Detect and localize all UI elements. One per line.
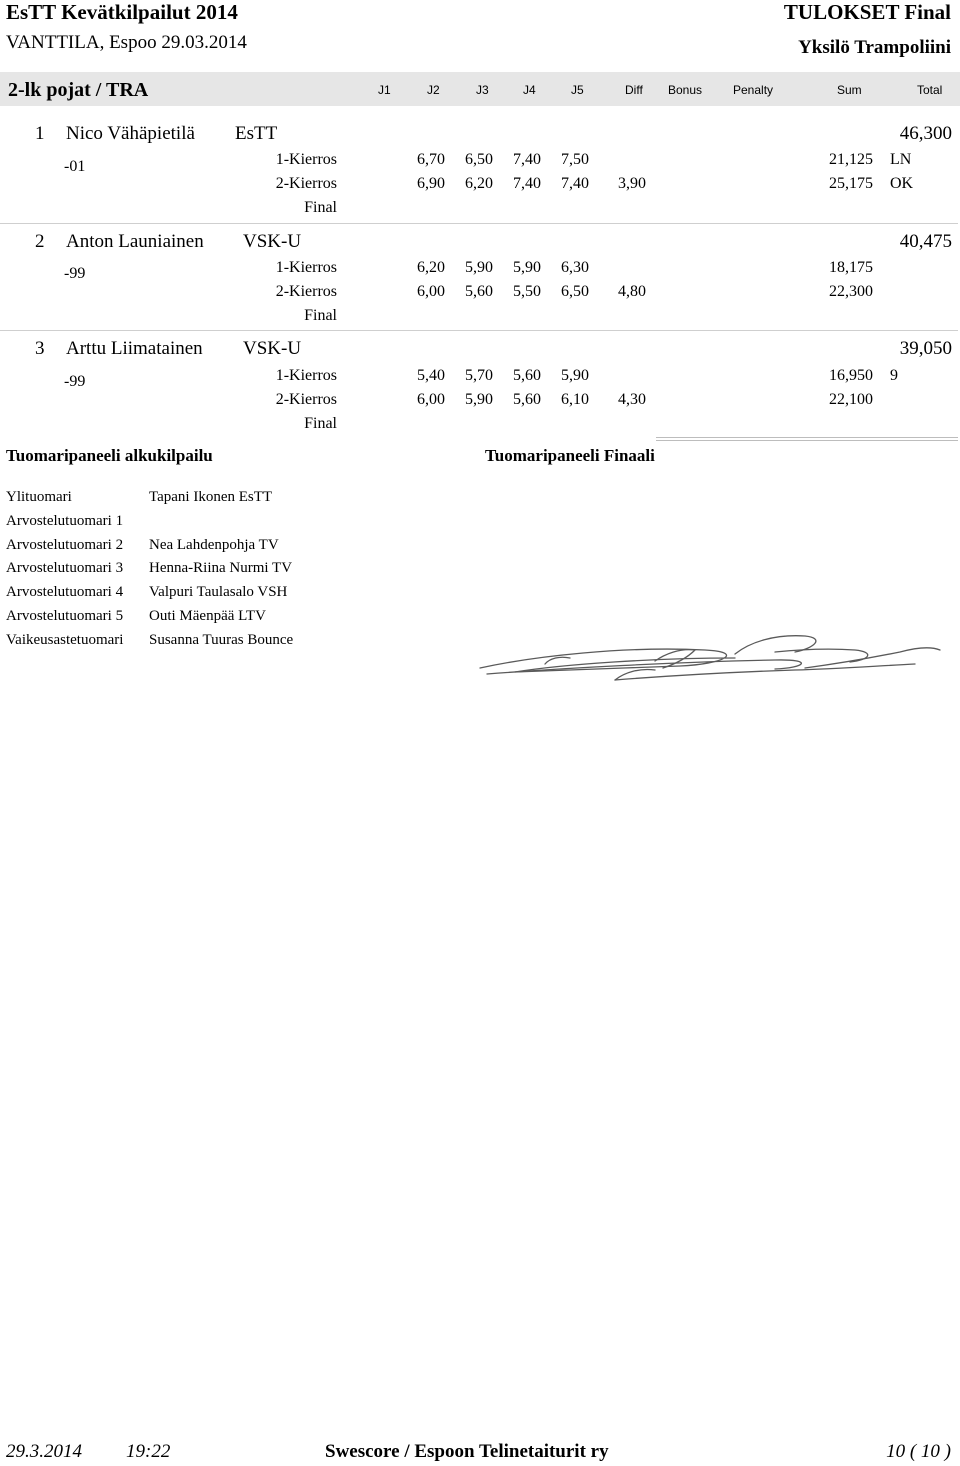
- results-title: TULOKSET Final: [783, 0, 951, 24]
- score-diff: 3,90: [618, 175, 646, 192]
- score-sum: 18,175: [829, 259, 873, 276]
- score-j4: 7,50: [561, 151, 589, 168]
- competitor-name: Anton Launiainen: [66, 231, 204, 252]
- col-header-bonus: Bonus: [668, 83, 703, 97]
- judge-name: Outi Mäenpää LTV: [149, 608, 266, 624]
- competitor-total: 39,050: [899, 338, 952, 359]
- score-j4: 6,10: [561, 391, 589, 408]
- score-j1: 6,90: [417, 175, 445, 192]
- competitor-total: 40,475: [899, 231, 952, 252]
- col-header-penalty: Penalty: [733, 83, 774, 97]
- footer-page-number: 10 ( 10 ): [886, 1441, 951, 1462]
- judge-role: Vaikeusastetuomari: [6, 632, 124, 648]
- panel-final-title: Tuomaripaneeli Finaali: [485, 446, 655, 465]
- score-j2: 5,90: [465, 391, 493, 408]
- row-divider: [0, 223, 958, 224]
- score-j3: 7,40: [513, 151, 541, 168]
- col-header-diff: Diff: [625, 83, 643, 97]
- round-label: 2-Kierros: [275, 283, 337, 300]
- score-note: OK: [890, 175, 914, 192]
- score-sum: 22,300: [829, 283, 873, 300]
- score-sum: 22,100: [829, 391, 873, 408]
- score-j1: 6,70: [417, 151, 445, 168]
- judge-name: Valpuri Taulasalo VSH: [149, 584, 288, 600]
- discipline: Yksilö Trampoliini: [798, 37, 951, 58]
- judge-role: Ylituomari: [6, 489, 72, 505]
- round-label: 2-Kierros: [275, 175, 337, 192]
- score-j3: 5,50: [513, 283, 541, 300]
- col-header-total: Total: [917, 83, 943, 97]
- col-header-j1: J1: [378, 83, 391, 97]
- judge-role: Arvostelutuomari 5: [6, 608, 124, 624]
- round-label: 1-Kierros: [275, 367, 337, 384]
- competitor-club: EsTT: [235, 123, 278, 144]
- judge-role: Arvostelutuomari 2: [6, 537, 124, 553]
- score-j3: 5,90: [513, 259, 541, 276]
- event-title: EsTT Kevätkilpailut 2014: [6, 0, 238, 24]
- competitor-total: 46,300: [899, 123, 952, 144]
- score-j2: 6,20: [465, 175, 493, 192]
- competitor-name: Nico Vähäpietilä: [66, 123, 195, 144]
- judge-name: Henna-Riina Nurmi TV: [149, 560, 293, 576]
- judge-name: Susanna Tuuras Bounce: [149, 632, 294, 648]
- col-header-j3: J3: [476, 83, 489, 97]
- competitor-club: VSK-U: [243, 338, 302, 359]
- score-note: 9: [890, 367, 898, 384]
- col-header-j5: J5: [571, 83, 584, 97]
- score-j2: 5,70: [465, 367, 493, 384]
- col-header-sum: Sum: [837, 83, 862, 97]
- table-end-line: [656, 440, 958, 441]
- score-j3: 5,60: [513, 367, 541, 384]
- score-j2: 5,60: [465, 283, 493, 300]
- judge-role: Arvostelutuomari 3: [6, 560, 124, 576]
- score-j4: 6,30: [561, 259, 589, 276]
- competitor-rank: 1: [35, 123, 45, 144]
- score-sum: 16,950: [829, 367, 873, 384]
- score-j1: 6,00: [417, 283, 445, 300]
- signature-image: [475, 628, 945, 698]
- competitor-rank: 3: [35, 338, 45, 359]
- competitor-name: Arttu Liimatainen: [66, 338, 203, 359]
- col-header-j2: J2: [427, 83, 440, 97]
- footer-organizer: Swescore / Espoon Telinetaiturit ry: [325, 1441, 609, 1462]
- row-divider: [0, 330, 958, 331]
- footer-time: 19:22: [126, 1441, 171, 1462]
- round-label: 1-Kierros: [275, 151, 337, 168]
- score-j1: 5,40: [417, 367, 445, 384]
- score-j3: 7,40: [513, 175, 541, 192]
- competitor-birth-year: -01: [64, 158, 86, 175]
- competitor-birth-year: -99: [64, 373, 86, 390]
- score-j3: 5,60: [513, 391, 541, 408]
- round-label: Final: [304, 415, 337, 432]
- score-note: LN: [890, 151, 912, 168]
- competitor-birth-year: -99: [64, 265, 86, 282]
- score-diff: 4,80: [618, 283, 646, 300]
- round-label: 2-Kierros: [275, 391, 337, 408]
- judge-name: Tapani Ikonen EsTT: [149, 489, 273, 505]
- score-diff: 4,30: [618, 391, 646, 408]
- round-label: 1-Kierros: [275, 259, 337, 276]
- score-j2: 6,50: [465, 151, 493, 168]
- footer-date: 29.3.2014: [6, 1441, 82, 1462]
- competitor-rank: 2: [35, 231, 45, 252]
- judge-name: Nea Lahdenpohja TV: [149, 537, 279, 553]
- score-j4: 6,50: [561, 283, 589, 300]
- competitor-club: VSK-U: [243, 231, 302, 252]
- score-j4: 7,40: [561, 175, 589, 192]
- score-j4: 5,90: [561, 367, 589, 384]
- score-sum: 21,125: [829, 151, 873, 168]
- round-label: Final: [304, 307, 337, 324]
- score-j1: 6,00: [417, 391, 445, 408]
- round-label: Final: [304, 199, 337, 216]
- judge-role: Arvostelutuomari 4: [6, 584, 124, 600]
- category-title: 2-lk pojat / TRA: [8, 79, 149, 101]
- table-end-line: [656, 437, 958, 438]
- score-sum: 25,175: [829, 175, 873, 192]
- score-j2: 5,90: [465, 259, 493, 276]
- panel-prelim-title: Tuomaripaneeli alkukilpailu: [6, 446, 213, 465]
- venue-date: VANTTILA, Espoo 29.03.2014: [6, 32, 247, 53]
- col-header-j4: J4: [523, 83, 536, 97]
- judge-role: Arvostelutuomari 1: [6, 513, 124, 529]
- score-j1: 6,20: [417, 259, 445, 276]
